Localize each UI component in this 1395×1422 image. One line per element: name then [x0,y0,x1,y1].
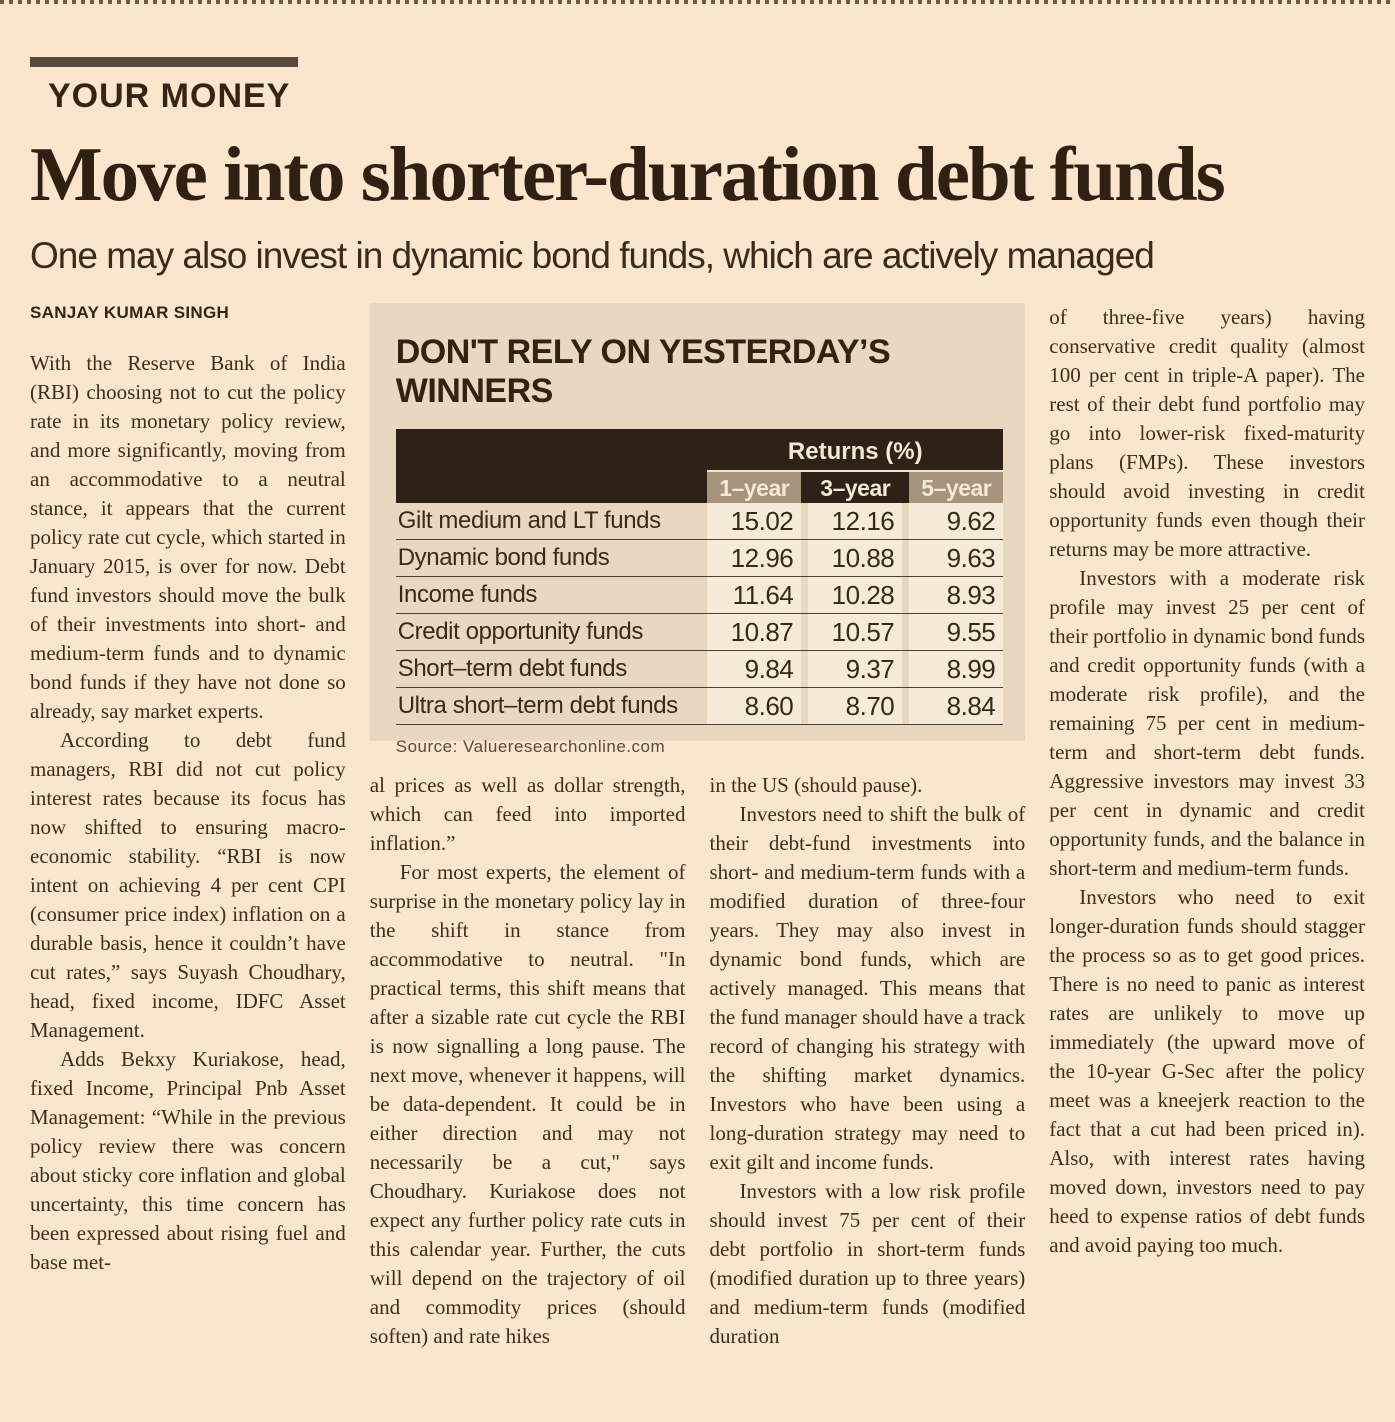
middle-section [370,303,1026,1351]
row-label: Credit opportunity funds [397,618,643,645]
row-value-5year: 8.84 [909,688,1003,724]
paragraph: Investors with a moderate risk profile may invest 25 per cent of their portfolio in dynamic bond funds and credit opportunity funds (with a moderate risk profile), and the remaining 75 per cent in medium-term and short-term debt funds. Aggressive investors may invest 33 per cent in dynamic and credit opportunity funds, and the balance in short-term and medium-term funds. [1049,566,1365,880]
headline: Move into shorter-duration debt funds [30,131,1224,217]
row-value-5year: 9.63 [909,540,1003,576]
paragraph: Adds Bekxy Kuriakose, head, fixed Income, Principal Pnb Asset Management: “While in the previous policy review there was concern about sticky core inflation and global uncertainty, this time concern has been expressed about rising fuel and base met- [30,1047,346,1274]
table-header-band [396,429,1004,503]
row-value-1year: 8.60 [707,688,801,724]
col-header-1year: 1–year [707,472,801,503]
row-value-1year: 9.84 [707,651,801,687]
article-column-1 [30,303,346,1351]
table-row [396,651,1004,688]
paragraph: in the US (should pause). [709,773,923,797]
table-row [396,688,1004,725]
table-row [396,577,1004,614]
paragraph: al prices as well as dollar strength, which can feed into imported inflation.” [369,773,686,855]
row-value-5year: 8.99 [909,651,1003,687]
row-value-3year: 8.70 [808,688,902,724]
row-value-1year: 15.02 [707,503,801,539]
paragraph: With the Reserve Bank of India (RBI) choosing not to cut the policy rate in its monetary policy review, and more significantly, moving from an accommodative to a neutral stance, it appears that the current policy rate cut cycle, which started in January 2015, is over for now. Debt fund investors should move the bulk of their investments into short- and medium-term funds and to dynamic bond funds if they have not done so already, say market experts. [30,351,346,723]
row-label: Dynamic bond funds [397,544,610,571]
header-spacer [396,429,708,470]
middle-text-columns [370,771,1026,1351]
article-column-3 [710,771,1026,1351]
row-value-1year: 11.64 [707,577,801,613]
table-row [396,503,1004,540]
article-body [30,303,1365,1351]
paragraph: of three-five years) having conservative credit quality (almost 100 per cent in triple-A paper). The rest of their debt fund portfolio may go into lower-risk fixed-maturity plans (FMPs). These investors should avoid investing in credit opportunity funds even though their returns may be more attractive. [1049,305,1365,561]
source-note: Source: Valueresearchonline.com [395,737,666,756]
perforation-line [0,0,1395,4]
row-value-3year: 12.16 [808,503,902,539]
col-header-5year: 5–year [909,472,1003,503]
row-value-5year: 9.55 [909,614,1003,650]
row-label: Short–term debt funds [397,655,627,682]
paragraph: According to debt fund managers, RBI did not cut policy interest rates because its focus has now shifted to ensuring macro-economic stability. “RBI is now intent on achieving 4 per cent CPI (consumer price index) inflation on a durable basis, hence it couldn’t have cut rates,” says Suyash Choudhary, head, fixed income, IDFC Asset Management. [30,728,346,1042]
row-label: Gilt medium and LT funds [397,507,661,534]
paragraph: Investors who need to exit longer-duration funds should stagger the process so as to get good prices. There is no need to panic as interest rates are unlikely to move up immediately (the upward move of the 10-year G-Sec after the policy meet was a kneejerk reaction to the fact that a cut had been priced in). Also, with interest rates having moved down, investors need to pay heed to expense ratios of debt funds and avoid paying too much. [1049,885,1365,1257]
article-column-4 [1049,303,1365,1351]
row-label: Ultra short–term debt funds [397,692,678,719]
subheader-cells [707,470,1003,503]
byline: SANJAY KUMAR SINGH [30,303,230,322]
row-label: Income funds [397,581,538,608]
row-value-5year: 9.62 [909,503,1003,539]
infographic-title: DON'T RELY ON YESTERDAY’S WINNERS [395,333,891,410]
paragraph: Investors need to shift the bulk of their debt-fund investments into short- and medium-term funds with a modified duration of three-four years. They may also invest in dynamic bond funds, which are actively managed. This means that the fund manager should have a track record of changing his strategy with the shifting market dynamics. Investors who have been using a long-duration strategy may need to exit gilt and income funds. [709,802,1026,1174]
table-header-top [396,429,1004,470]
row-value-3year: 10.57 [808,614,902,650]
row-value-5year: 8.93 [909,577,1003,613]
paragraph: Investors with a low risk profile should invest 75 per cent of their debt portfolio in short-term funds (modified duration up to three years) and medium-term funds (modified duration [709,1179,1026,1348]
infographic-panel [370,303,1026,756]
subheader-spacer [396,470,708,503]
article-column-2 [370,771,686,1351]
row-value-3year: 9.37 [808,651,902,687]
subtitle: One may also invest in dynamic bond funds, which are actively managed [30,235,1154,276]
table-subheader-row [396,470,1004,503]
returns-group-header: Returns (%) [787,438,923,465]
row-value-1year: 10.87 [707,614,801,650]
table-row [396,614,1004,651]
row-value-3year: 10.88 [808,540,902,576]
table-row [396,540,1004,577]
col-header-3year: 3–year [820,475,891,501]
row-value-1year: 12.96 [707,540,801,576]
table-body [396,503,1004,725]
paragraph: For most experts, the element of surprise in the monetary policy lay in the shift in stance from accommodative to neutral. "In practical terms, this shift means that after a sizable rate cut cycle the RBI is now signalling a long pause. The next move, whenever it happens, will be data-dependent. It could be in either direction and may not necessarily be a cut," says Choudhary. Kuriakose does not expect any further policy rate cuts in this calendar year. Further, the cuts will depend on the trajectory of oil and commodity prices (should soften) and rate hikes [369,860,686,1348]
row-value-3year: 10.28 [808,577,902,613]
kicker-rule [30,57,298,67]
section-kicker: YOUR MONEY [48,77,291,115]
